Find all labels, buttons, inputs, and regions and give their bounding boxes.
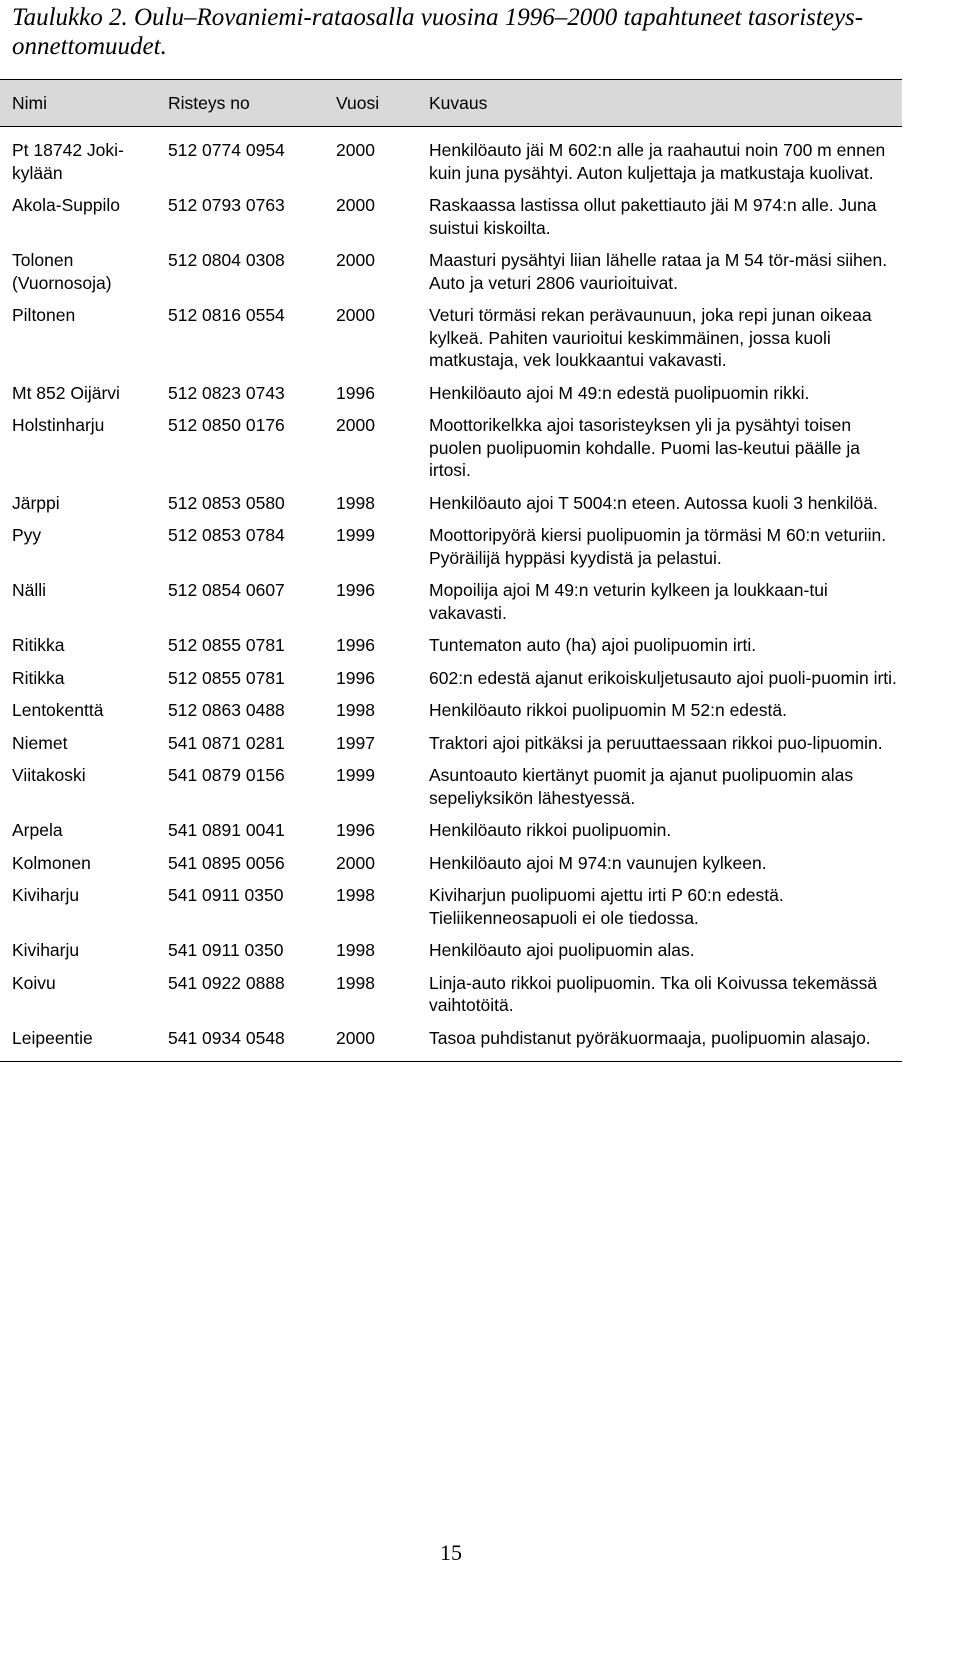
cell-name: Järppi — [12, 492, 60, 513]
cell-description: Moottoripyörä kiersi puolipuomin ja törmäsi M 60:n veturiin. Pyöräilijä hyppäsi kyydistä ja pelastui. — [429, 525, 887, 568]
table-row — [0, 249, 902, 304]
cell-year: 2000 — [336, 852, 375, 873]
table-row — [0, 1027, 902, 1062]
header-year: Vuosi — [322, 80, 415, 127]
cell-name: Tolonen (Vuornosoja) — [12, 250, 112, 293]
cell-year: 1996 — [336, 667, 375, 688]
cell-crossing: 541 0934 0548 — [168, 1027, 285, 1048]
cell-name: Ritikka — [12, 667, 65, 688]
cell-year: 2000 — [336, 305, 375, 325]
cell-description: Moottorikelkka ajoi tasoristeyksen yli ja pysähtyi toisen puolen puolipuomin kohdalle. Puomi las-keutui päälle ja irtosi. — [429, 415, 860, 480]
cell-year: 2000 — [336, 415, 375, 435]
header-crossing: Risteys no — [154, 80, 322, 127]
cell-name: Pyy — [12, 525, 42, 545]
cell-crossing: 512 0853 0580 — [168, 492, 285, 513]
table-row — [0, 382, 902, 415]
cell-description: Tuntematon auto (ha) ajoi puolipuomin irti. — [429, 635, 757, 655]
cell-crossing: 541 0922 0888 — [168, 972, 285, 993]
cell-year: 2000 — [336, 195, 375, 215]
table-row — [0, 884, 902, 939]
cell-crossing: 512 0850 0176 — [168, 415, 285, 435]
cell-name: Piltonen — [12, 305, 76, 325]
page-number: 15 — [440, 1540, 462, 1565]
cell-name: Pt 18742 Joki-kylään — [12, 140, 124, 183]
cell-description: Henkilöauto ajoi M 974:n vaunujen kylkeen. — [429, 852, 767, 873]
cell-description: Henkilöauto jäi M 602:n alle ja raahautui noin 700 m ennen kuin juna pysähtyi. Auton kuljettaja ja matkustaja kuolivat. — [429, 140, 886, 183]
cell-year: 1999 — [336, 525, 375, 545]
table-row — [0, 492, 902, 525]
cell-name: Kiviharju — [12, 940, 80, 960]
cell-description: Veturi törmäsi rekan perävaunuun, joka repi junan oikeaa kylkeä. Pahiten vaurioitui keskimmäinen, jossa kuoli matkustaja, vek loukkaantui vakavasti. — [429, 305, 872, 370]
cell-name: Lentokenttä — [12, 700, 104, 720]
cell-year: 1997 — [336, 732, 375, 753]
cell-year: 1996 — [336, 635, 375, 655]
cell-description: 602:n edestä ajanut erikoiskuljetusauto ajoi puoli-puomin irti. — [429, 667, 897, 688]
accident-table — [0, 79, 902, 1062]
header-description: Kuvaus — [415, 80, 902, 127]
cell-name: Leipeentie — [12, 1027, 93, 1048]
cell-name: Niemet — [12, 732, 68, 753]
table-row — [0, 939, 902, 972]
table-row — [0, 699, 902, 732]
cell-description: Maasturi pysähtyi liian lähelle rataa ja M 54 tör-mäsi siihen. Auto ja veturi 2806 vaurioituivat. — [429, 250, 888, 293]
cell-year: 1998 — [336, 940, 375, 960]
cell-description: Henkilöauto rikkoi puolipuomin M 52:n edestä. — [429, 700, 787, 720]
header-name: Nimi — [0, 80, 154, 127]
cell-crossing: 512 0793 0763 — [168, 195, 285, 215]
cell-year: 1999 — [336, 765, 375, 785]
cell-year: 2000 — [336, 140, 375, 160]
table-row — [0, 852, 902, 885]
table-row — [0, 732, 902, 765]
cell-name: Ritikka — [12, 635, 65, 655]
cell-crossing: 512 0774 0954 — [168, 140, 285, 160]
cell-crossing: 512 0816 0554 — [168, 305, 285, 325]
cell-year: 1998 — [336, 492, 375, 513]
cell-description: Kiviharjun puolipuomi ajettu irti P 60:n edestä. Tieliikenneosapuoli ei ole tiedossa. — [429, 885, 784, 928]
table-caption: Taulukko 2. Oulu–Rovaniemi-rataosalla vuosina 1996–2000 tapahtuneet tasoristeys-onnettomuudet. — [12, 4, 864, 60]
cell-year: 1996 — [336, 382, 375, 403]
cell-year: 2000 — [336, 250, 375, 270]
table-row — [0, 579, 902, 634]
cell-year: 1996 — [336, 580, 375, 600]
cell-name: Koivu — [12, 972, 56, 993]
table-row — [0, 304, 902, 382]
table-row — [0, 414, 902, 492]
cell-crossing: 512 0855 0781 — [168, 635, 285, 655]
cell-description: Raskaassa lastissa ollut pakettiauto jäi M 974:n alle. Juna suistui kiskoilta. — [429, 195, 877, 238]
cell-crossing: 541 0879 0156 — [168, 765, 285, 785]
cell-crossing: 512 0854 0607 — [168, 580, 285, 600]
cell-description: Asuntoauto kiertänyt puomit ja ajanut puolipuomin alas sepeliyksikön lähestyessä. — [429, 765, 854, 808]
cell-crossing: 541 0911 0350 — [168, 940, 284, 960]
table-row — [0, 819, 902, 852]
cell-name: Arpela — [12, 820, 63, 840]
header-row — [0, 80, 902, 127]
accident-table-container — [0, 79, 902, 1062]
cell-name: Mt 852 Oijärvi — [12, 382, 120, 403]
cell-name: Holstinharju — [12, 415, 105, 435]
table-row — [0, 972, 902, 1027]
cell-crossing: 541 0911 0350 — [168, 885, 284, 905]
cell-description: Linja-auto rikkoi puolipuomin. Tka oli Koivussa tekemässä vaihtotöitä. — [429, 972, 878, 1015]
cell-description: Henkilöauto rikkoi puolipuomin. — [429, 820, 672, 840]
cell-name: Kiviharju — [12, 885, 80, 905]
cell-crossing: 541 0895 0056 — [168, 852, 285, 873]
cell-crossing: 512 0823 0743 — [168, 382, 285, 403]
cell-crossing: 541 0871 0281 — [168, 732, 285, 753]
cell-description: Henkilöauto ajoi T 5004:n eteen. Autossa kuoli 3 henkilöä. — [429, 492, 878, 513]
cell-description: Tasoa puhdistanut pyöräkuormaaja, puolipuomin alasajo. — [429, 1027, 871, 1048]
table-row — [0, 524, 902, 579]
cell-crossing: 512 0855 0781 — [168, 667, 285, 688]
table-row — [0, 764, 902, 819]
cell-year: 1998 — [336, 885, 375, 905]
cell-description: Henkilöauto ajoi M 49:n edestä puolipuomin rikki. — [429, 382, 810, 403]
table-body — [0, 127, 902, 1062]
table-row — [0, 194, 902, 249]
cell-name: Kolmonen — [12, 852, 91, 873]
cell-name: Akola-Suppilo — [12, 195, 120, 215]
cell-description: Henkilöauto ajoi puolipuomin alas. — [429, 940, 695, 960]
cell-name: Viitakoski — [12, 765, 86, 785]
cell-year: 1996 — [336, 820, 375, 840]
cell-name: Nälli — [12, 580, 47, 600]
table-header — [0, 80, 902, 127]
cell-year: 1998 — [336, 972, 375, 993]
cell-crossing: 512 0804 0308 — [168, 250, 285, 270]
cell-year: 2000 — [336, 1027, 375, 1048]
table-row — [0, 667, 902, 700]
cell-description: Traktori ajoi pitkäksi ja peruuttaessaan rikkoi puo-lipuomin. — [429, 732, 883, 753]
cell-year: 1998 — [336, 700, 375, 720]
table-row — [0, 127, 902, 195]
cell-crossing: 541 0891 0041 — [168, 820, 285, 840]
cell-description: Mopoilija ajoi M 49:n veturin kylkeen ja loukkaan-tui vakavasti. — [429, 580, 828, 623]
table-row — [0, 634, 902, 667]
cell-crossing: 512 0863 0488 — [168, 700, 285, 720]
cell-crossing: 512 0853 0784 — [168, 525, 285, 545]
